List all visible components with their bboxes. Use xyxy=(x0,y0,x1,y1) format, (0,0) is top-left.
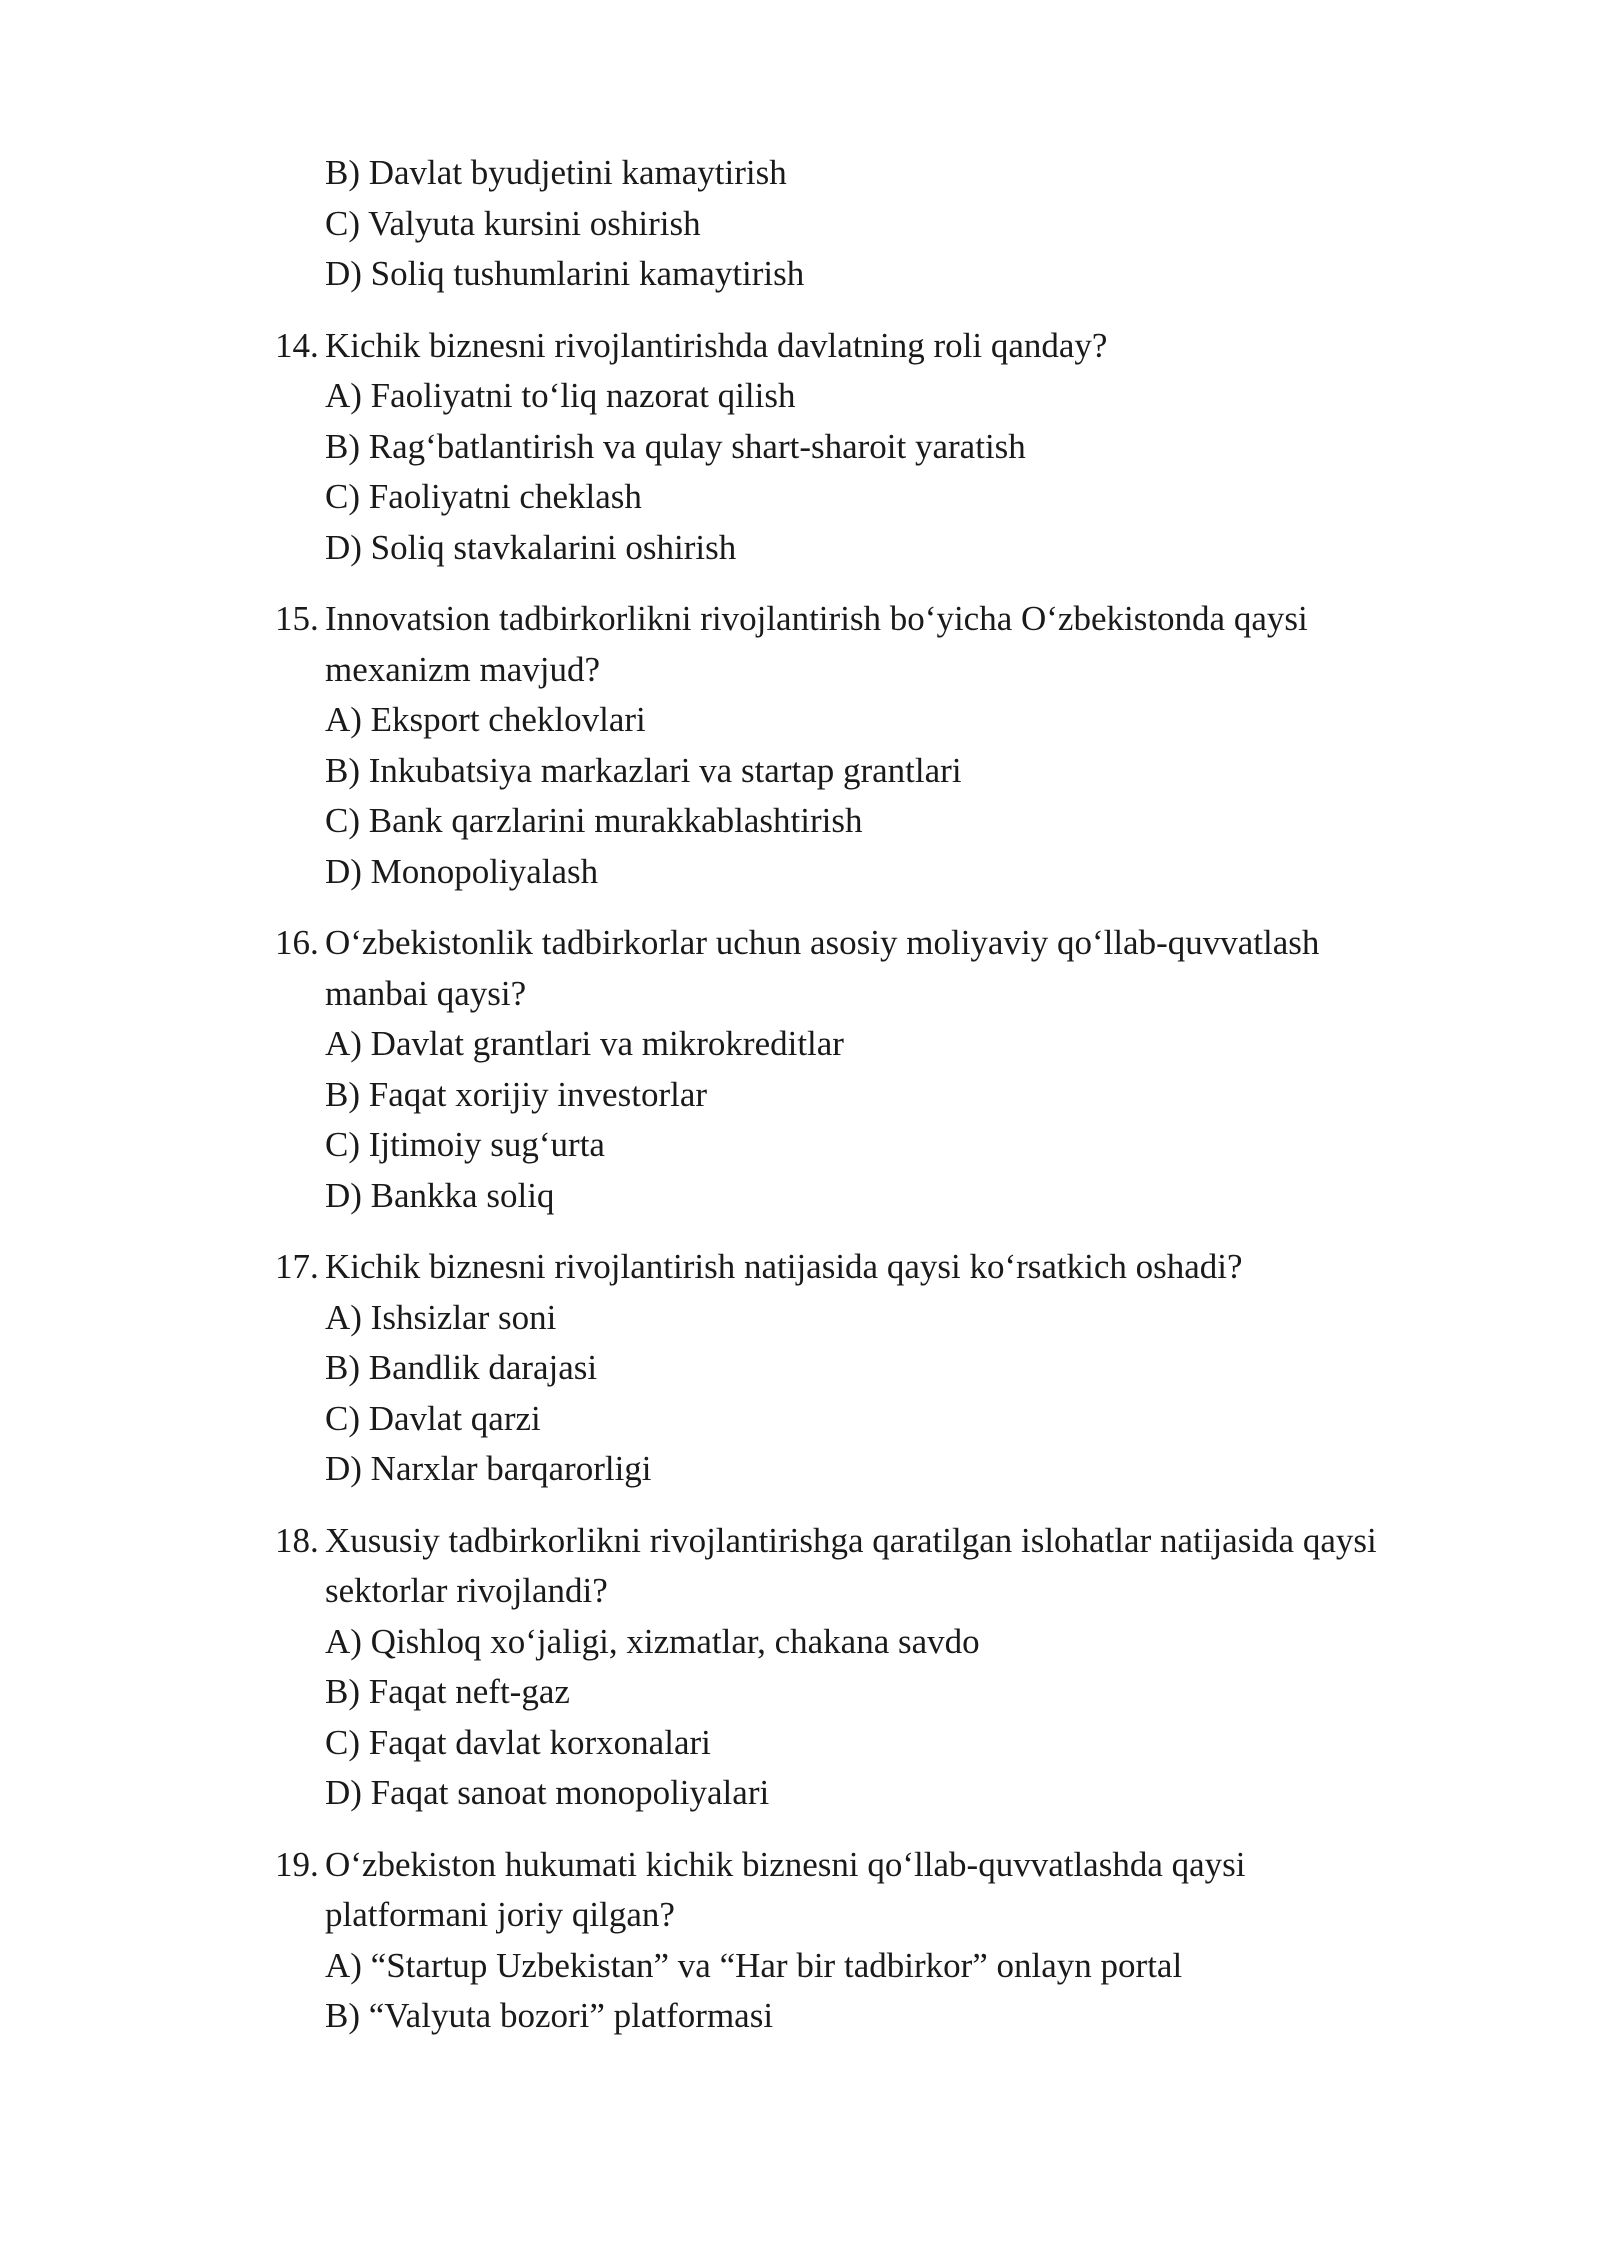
answer-option: B) Rag‘batlantirish va qulay shart-sharoit yaratish xyxy=(325,426,1026,466)
answer-option: A) “Startup Uzbekistan” va “Har bir tadbirkor” onlayn portal xyxy=(325,1945,1183,1985)
question-number: 16. xyxy=(275,923,319,962)
answer-option: D) Soliq tushumlarini kamaytirish xyxy=(325,254,805,293)
answer-option: A) Ishsizlar soni xyxy=(325,1297,557,1337)
question-text-continuation: manbai qaysi? xyxy=(325,973,527,1013)
question-number: 19. xyxy=(275,1844,319,1884)
answer-option: D) Narxlar barqarorligi xyxy=(325,1449,652,1488)
answer-option: C) Faoliyatni cheklash xyxy=(325,477,642,516)
question-block xyxy=(275,594,1475,897)
question-text: 17. Kichik biznesni rivojlantirish natijasida qaysi ko‘rsatkich oshadi? xyxy=(275,1242,1475,1293)
question-number: 17. xyxy=(275,1247,319,1286)
question-block xyxy=(275,1242,1475,1495)
answer-option: B) Bandlik darajasi xyxy=(325,1348,598,1387)
question-text: 15. Innovatsion tadbirkorlikni rivojlantirish bo‘yicha O‘zbekistonda qaysi xyxy=(275,594,1475,645)
answer-option: A) Faoliyatni to‘liq nazorat qilish xyxy=(325,376,796,415)
question-text-continuation: sektorlar rivojlandi? xyxy=(325,1571,608,1610)
question-text-continuation: platformani joriy qilgan? xyxy=(325,1895,675,1934)
question-number: 18. xyxy=(275,1520,319,1560)
question-text: 19. O‘zbekiston hukumati kichik biznesni qo‘llab-quvvatlashda qaysi xyxy=(275,1840,1475,1891)
answer-option: D) Bankka soliq xyxy=(325,1175,555,1215)
answer-option: C) Bank qarzlarini murakkablashtirish xyxy=(325,801,863,840)
page-content xyxy=(275,148,1475,2042)
question-text: 16. O‘zbekistonlik tadbirkorlar uchun asosiy moliyaviy qo‘llab-quvvatlash xyxy=(275,918,1475,969)
answer-option: A) Qishloq xo‘jaligi, xizmatlar, chakana savdo xyxy=(325,1621,980,1661)
answer-option: B) Davlat byudjetini kamaytirish xyxy=(325,153,787,192)
answer-option: D) Soliq stavkalarini oshirish xyxy=(325,527,737,567)
answer-option: C) Faqat davlat korxonalari xyxy=(325,1722,711,1762)
answer-option: D) Monopoliyalash xyxy=(325,851,599,891)
answer-option: B) “Valyuta bozori” platformasi xyxy=(325,1996,774,2035)
answer-option: B) Faqat xorijiy investorlar xyxy=(325,1074,708,1114)
question-block xyxy=(275,1840,1475,2042)
answer-option: C) Valyuta kursini oshirish xyxy=(325,203,701,243)
answer-option: C) Davlat qarzi xyxy=(325,1398,541,1438)
question-text-continuation: mexanizm mavjud? xyxy=(325,649,601,689)
answer-option: B) Inkubatsiya markazlari va startap grantlari xyxy=(325,750,962,790)
question-number: 14. xyxy=(275,325,319,365)
question-text: 18. Xususiy tadbirkorlikni rivojlantirishga qaratilgan islohatlar natijasida qaysi xyxy=(275,1516,1475,1567)
answer-option: D) Faqat sanoat monopoliyalari xyxy=(325,1773,770,1812)
question-block xyxy=(275,321,1475,574)
answer-option: C) Ijtimoiy sug‘urta xyxy=(325,1125,605,1164)
leading-options xyxy=(275,148,1475,300)
answer-option: A) Davlat grantlari va mikrokreditlar xyxy=(325,1024,844,1063)
question-text: 14. Kichik biznesni rivojlantirishda davlatning roli qanday? xyxy=(275,321,1475,372)
answer-option: B) Faqat neft-gaz xyxy=(325,1672,570,1711)
question-number: 15. xyxy=(275,599,319,638)
question-block xyxy=(275,1516,1475,1819)
question-block xyxy=(275,918,1475,1221)
answer-option: A) Eksport cheklovlari xyxy=(325,700,646,739)
